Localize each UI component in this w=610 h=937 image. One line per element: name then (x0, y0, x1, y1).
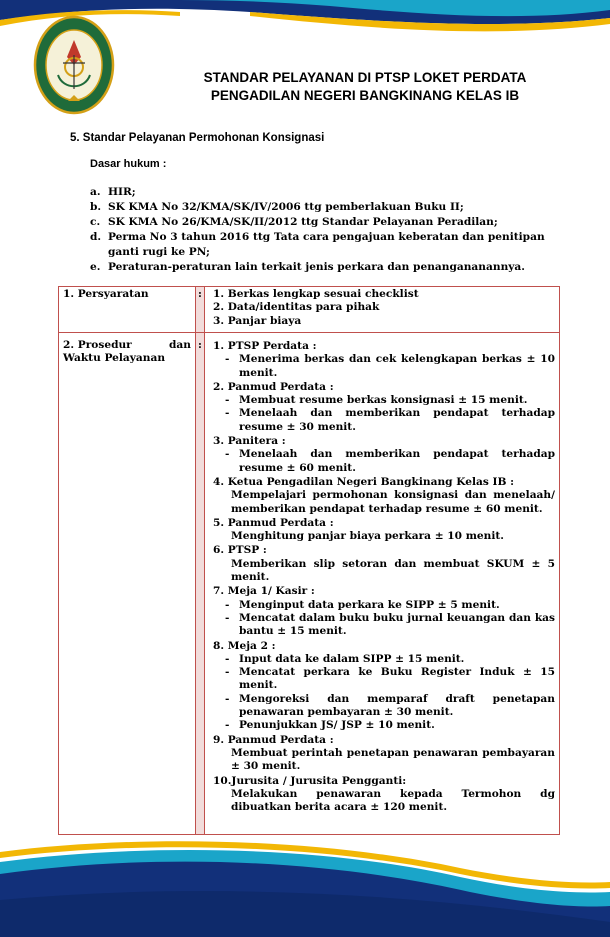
step-heading: 8. Meja 2 : (213, 639, 276, 652)
step-text: Input data ke dalam SIPP ± 15 menit. (239, 652, 465, 665)
list-item (90, 185, 560, 200)
list-item (90, 260, 560, 275)
step-description: Membuat perintah penetapan penawaran pembayaran ± 30 menit. (231, 746, 555, 773)
step-heading: 3. Panitera : (213, 435, 286, 448)
header-line-1: STANDAR PELAYANAN DI PTSP LOKET PERDATA (203, 70, 527, 85)
step-text: Mencatat perkara ke Buku Register Induk ± 15 menit. (239, 666, 555, 692)
table-row (59, 287, 560, 333)
list-item (90, 230, 560, 260)
step-description: Melakukan penawaran kepada Termohon dg dibuatkan berita acara ± 120 menit. (231, 787, 555, 814)
procedure-label-part: dan (169, 339, 191, 351)
requirement-item: 3. Panjar biaya (213, 314, 302, 327)
dash-marker: - (225, 598, 230, 611)
step-text: Menelaah dan memberikan pendapat terhadap resume ± 30 menit. (239, 407, 555, 433)
dash-marker: - (225, 394, 230, 407)
document-header (130, 69, 600, 105)
dasar-hukum-label: Dasar hukum : (90, 158, 167, 170)
requirements-label: 1. Persyaratan (59, 287, 196, 333)
step-dash-item (213, 666, 555, 693)
dash-marker: - (225, 611, 230, 624)
procedure-label (59, 333, 196, 835)
header-line-2: PENGADILAN NEGERI BANGKINANG KELAS IB (210, 88, 520, 103)
step-text: Mengoreksi dan memparaf draft penetapan penawaran pembayaran ± 30 menit. (239, 692, 555, 719)
table-row (59, 333, 560, 835)
step-heading: 6. PTSP : (213, 544, 267, 557)
step-dash-item (213, 448, 555, 475)
list-letter: a. (90, 186, 101, 198)
dash-marker: - (225, 407, 230, 420)
step-heading: 1. PTSP Perdata : (213, 340, 317, 352)
step-dash-item (213, 612, 555, 639)
colon-cell: : (196, 287, 205, 333)
list-letter: d. (90, 231, 102, 243)
step-text: Menginput data perkara ke SIPP ± 5 menit. (239, 598, 500, 611)
dash-marker: - (225, 692, 230, 705)
dash-marker: - (225, 353, 230, 366)
step-description: Mempelajari permohonan konsignasi dan menelaah/ memberikan pendapat terhadap resume ± 60 menit. (231, 489, 555, 515)
step-dash-item (213, 407, 555, 434)
dasar-hukum-list (90, 185, 560, 275)
list-letter: c. (90, 216, 101, 228)
step-heading: 4. Ketua Pengadilan Negeri Bangkinang Kelas IB : (213, 475, 515, 488)
step-description: Memberikan slip setoran dan membuat SKUM ± 5 menit. (231, 557, 555, 584)
step-dash-item (213, 693, 555, 720)
step-text: Menerima berkas dan cek kelengkapan berkas ± 10 menit. (239, 353, 555, 379)
step-heading: 7. Meja 1/ Kasir : (213, 585, 315, 598)
step-dash-item (213, 394, 555, 407)
step-text: Penunjukkan JS/ JSP ± 10 menit. (239, 719, 435, 732)
list-text: Peraturan-peraturan lain terkait jenis perkara dan penangananannya. (108, 261, 525, 273)
procedure-label-part: 2. Prosedur (63, 339, 132, 351)
bottom-wave-decoration (0, 822, 610, 937)
step-heading: 9. Panmud Perdata : (213, 733, 334, 746)
list-text: SK KMA No 26/KMA/SK/II/2012 ttg Standar Pelayanan Peradilan; (108, 216, 498, 228)
dash-marker: - (225, 652, 230, 665)
list-item (90, 200, 560, 215)
procedure-label-part: Waktu Pelayanan (63, 352, 166, 365)
step-dash-item (213, 353, 555, 380)
procedure-steps (205, 333, 560, 835)
list-item (90, 215, 560, 230)
step-heading: 2. Panmud Perdata : (213, 380, 334, 393)
requirement-item: 2. Data/identitas para pihak (213, 301, 380, 314)
step-heading: 5. Panmud Perdata : (213, 516, 334, 529)
list-letter: b. (90, 201, 102, 213)
step-dash-item (213, 599, 555, 612)
step-dash-item (213, 719, 555, 732)
step-dash-item (213, 653, 555, 666)
list-text: Perma No 3 tahun 2016 ttg Tata cara pengajuan keberatan dan penitipan ganti rugi ke PN; (108, 231, 545, 258)
service-standard-table (58, 286, 560, 835)
dash-marker: - (225, 666, 230, 679)
step-text: Mencatat dalam buku buku jurnal keuangan dan kas bantu ± 15 menit. (239, 611, 555, 638)
dash-marker: - (225, 448, 230, 461)
step-description: Menghitung panjar biaya perkara ± 10 menit. (231, 530, 504, 543)
dash-marker: - (225, 719, 230, 732)
court-emblem-logo (33, 15, 115, 115)
requirement-item: 1. Berkas lengkap sesuai checklist (213, 288, 419, 300)
section-title: 5. Standar Pelayanan Permohonan Konsignasi (70, 132, 325, 144)
list-text: HIR; (108, 186, 136, 198)
colon-cell: : (196, 333, 205, 835)
step-text: Membuat resume berkas konsignasi ± 15 menit. (239, 394, 528, 407)
list-letter: e. (90, 261, 101, 273)
requirements-list (205, 287, 560, 333)
list-text: SK KMA No 32/KMA/SK/IV/2006 ttg pemberlakuan Buku II; (108, 201, 464, 213)
step-heading: 10.Jurusita / Jurusita Pengganti: (213, 774, 407, 787)
step-text: Menelaah dan memberikan pendapat terhadap resume ± 60 menit. (239, 448, 555, 474)
